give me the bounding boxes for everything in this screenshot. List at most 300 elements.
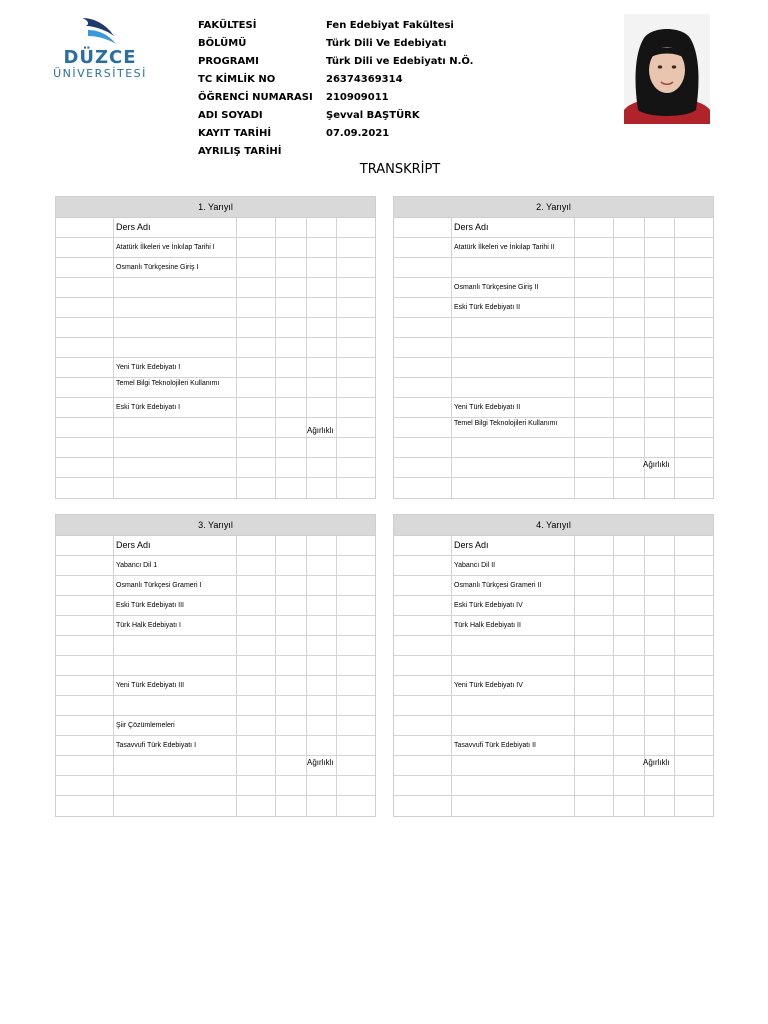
table-cell	[275, 756, 307, 775]
table-cell	[56, 418, 113, 437]
table-cell	[275, 378, 307, 397]
table-cell	[336, 676, 376, 695]
info-label: BÖLÜMÜ	[198, 38, 247, 49]
table-cell	[56, 616, 113, 635]
table-cell	[674, 398, 714, 417]
table-cell	[644, 418, 675, 437]
course-name: Osmanlı Türkçesi Grameri II	[454, 582, 542, 589]
table-cell	[574, 258, 614, 277]
table-cell	[394, 418, 451, 437]
table-cell	[306, 378, 337, 397]
table-cell	[394, 556, 451, 575]
table-cell	[451, 258, 575, 277]
university-logo	[50, 16, 150, 80]
table-row	[56, 278, 375, 298]
table-row	[56, 438, 375, 458]
course-name: Temel Bilgi Teknolojileri Kullanımı	[116, 380, 220, 387]
info-label: AYRILIŞ TARİHİ	[198, 146, 282, 157]
table-cell	[394, 576, 451, 595]
table-cell	[336, 556, 376, 575]
info-label: PROGRAMI	[198, 56, 259, 67]
table-cell	[644, 298, 675, 317]
semester-title: 3. Yarıyıl	[56, 515, 375, 536]
semester-title: 2. Yarıyıl	[394, 197, 713, 218]
table-cell	[644, 676, 675, 695]
table-cell	[674, 556, 714, 575]
table-cell	[644, 238, 675, 257]
table-cell	[451, 338, 575, 357]
table-cell	[574, 576, 614, 595]
table-cell	[56, 636, 113, 655]
table-row	[394, 556, 713, 576]
table-cell	[275, 478, 307, 498]
table-cell	[394, 358, 451, 377]
table-cell	[674, 716, 714, 735]
table-cell	[236, 278, 276, 297]
table-cell	[336, 298, 376, 317]
course-name: Atatürk İlkeleri ve İnkılap Tarihi I	[116, 244, 215, 251]
table-cell	[613, 616, 645, 635]
table-cell	[394, 636, 451, 655]
table-row	[394, 736, 713, 756]
table-row	[394, 676, 713, 696]
table-cell	[306, 238, 337, 257]
table-row	[394, 338, 713, 358]
table-cell	[394, 478, 451, 498]
table-cell	[236, 338, 276, 357]
course-name: Osmanlı Türkçesi Grameri I	[116, 582, 202, 589]
table-cell	[451, 756, 575, 775]
table-cell	[613, 258, 645, 277]
table-cell	[275, 676, 307, 695]
table-cell	[451, 438, 575, 457]
table-cell	[236, 298, 276, 317]
course-name: Eski Türk Edebiyatı II	[454, 304, 521, 311]
table-cell	[56, 676, 113, 695]
table-cell	[451, 378, 575, 397]
table-cell	[394, 776, 451, 795]
table-cell	[613, 676, 645, 695]
semester-grid	[394, 218, 713, 498]
table-cell	[56, 556, 113, 575]
table-cell	[674, 358, 714, 377]
column-header-course: Ders Adı	[454, 540, 489, 550]
semester-grid	[394, 536, 713, 816]
table-cell	[336, 278, 376, 297]
logo-text-line2: ÜNİVERSİTESİ	[53, 67, 147, 80]
table-cell	[613, 636, 645, 655]
semester-title: 4. Yarıyıl	[394, 515, 713, 536]
table-cell	[306, 358, 337, 377]
table-cell	[644, 318, 675, 337]
column-header-course: Ders Adı	[116, 540, 151, 550]
table-cell	[275, 338, 307, 357]
table-cell	[644, 556, 675, 575]
table-cell	[574, 278, 614, 297]
table-cell	[56, 736, 113, 755]
table-cell	[113, 418, 237, 437]
table-cell	[336, 438, 376, 457]
table-cell	[644, 478, 675, 498]
table-cell	[236, 796, 276, 816]
table-cell	[613, 576, 645, 595]
info-value: Türk Dili ve Edebiyatı N.Ö.	[326, 56, 474, 67]
table-cell	[644, 536, 675, 555]
table-cell	[394, 378, 451, 397]
table-cell	[275, 556, 307, 575]
info-label: ADI SOYADI	[198, 110, 263, 121]
info-label: FAKÜLTESİ	[198, 20, 257, 31]
weighted-label: Ağırlıklı	[643, 460, 670, 469]
table-row	[56, 716, 375, 736]
table-cell	[451, 796, 575, 816]
table-cell	[336, 576, 376, 595]
table-row	[394, 278, 713, 298]
table-cell	[674, 418, 714, 437]
table-row	[394, 716, 713, 736]
table-cell	[451, 696, 575, 715]
table-row	[394, 318, 713, 338]
table-cell	[275, 656, 307, 675]
table-row	[56, 378, 375, 398]
table-cell	[574, 438, 614, 457]
table-cell	[336, 398, 376, 417]
table-cell	[306, 258, 337, 277]
table-row	[56, 776, 375, 796]
table-cell	[394, 398, 451, 417]
table-cell	[275, 298, 307, 317]
table-cell	[275, 458, 307, 477]
table-cell	[306, 556, 337, 575]
table-cell	[275, 596, 307, 615]
table-cell	[236, 616, 276, 635]
table-row	[56, 576, 375, 596]
table-cell	[674, 318, 714, 337]
page-title: TRANSKRİPT	[359, 162, 441, 177]
table-row	[394, 358, 713, 378]
table-cell	[644, 338, 675, 357]
semester-title: 1. Yarıyıl	[56, 197, 375, 218]
table-cell	[394, 536, 451, 555]
table-cell	[674, 338, 714, 357]
table-row	[56, 596, 375, 616]
table-cell	[306, 318, 337, 337]
table-cell	[336, 596, 376, 615]
table-row	[56, 478, 375, 498]
table-cell	[275, 736, 307, 755]
table-cell	[236, 458, 276, 477]
course-name: Eski Türk Edebiyatı I	[116, 404, 181, 411]
table-row	[394, 616, 713, 636]
table-cell	[613, 378, 645, 397]
table-cell	[394, 338, 451, 357]
course-name: Temel Bilgi Teknolojileri Kullanımı	[454, 420, 558, 427]
table-cell	[394, 596, 451, 615]
table-cell	[306, 458, 337, 477]
table-cell	[574, 478, 614, 498]
table-row	[56, 616, 375, 636]
logo-text-line1: DÜZCE	[63, 47, 137, 68]
table-cell	[56, 258, 113, 277]
table-row	[56, 298, 375, 318]
table-cell	[613, 458, 645, 477]
table-cell	[613, 478, 645, 498]
table-cell	[236, 556, 276, 575]
table-cell	[674, 776, 714, 795]
table-cell	[275, 696, 307, 715]
table-cell	[336, 318, 376, 337]
weighted-label: Ağırlıklı	[307, 758, 334, 767]
info-value: 210909011	[326, 92, 389, 103]
table-row	[56, 556, 375, 576]
table-row	[394, 596, 713, 616]
table-cell	[306, 478, 337, 498]
table-cell	[613, 716, 645, 735]
table-cell	[644, 278, 675, 297]
table-cell	[674, 258, 714, 277]
course-name: Eski Türk Edebiyatı IV	[454, 602, 523, 609]
table-row	[56, 418, 375, 438]
table-cell	[336, 616, 376, 635]
table-cell	[613, 218, 645, 237]
table-cell	[394, 238, 451, 257]
table-cell	[336, 258, 376, 277]
table-cell	[613, 756, 645, 775]
table-cell	[451, 458, 575, 477]
table-cell	[574, 318, 614, 337]
table-cell	[56, 338, 113, 357]
table-cell	[56, 776, 113, 795]
table-cell	[394, 438, 451, 457]
table-cell	[451, 358, 575, 377]
table-cell	[236, 736, 276, 755]
course-name: Yeni Türk Edebiyatı III	[116, 682, 185, 689]
table-cell	[306, 716, 337, 735]
table-cell	[613, 776, 645, 795]
table-cell	[306, 438, 337, 457]
table-cell	[394, 218, 451, 237]
course-name: Eski Türk Edebiyatı III	[116, 602, 184, 609]
table-cell	[275, 576, 307, 595]
course-name: Tasavvufi Türk Edebiyatı II	[454, 742, 536, 749]
table-cell	[613, 298, 645, 317]
table-cell	[275, 536, 307, 555]
table-cell	[394, 278, 451, 297]
table-cell	[674, 636, 714, 655]
logo-emblem-icon	[80, 16, 120, 46]
table-row	[394, 796, 713, 816]
table-cell	[574, 418, 614, 437]
table-cell	[275, 258, 307, 277]
table-row	[56, 358, 375, 378]
semester-4-table	[393, 514, 714, 817]
table-cell	[394, 656, 451, 675]
table-cell	[56, 298, 113, 317]
table-cell	[275, 238, 307, 257]
table-row	[56, 796, 375, 816]
table-cell	[674, 576, 714, 595]
table-cell	[644, 258, 675, 277]
table-row	[56, 398, 375, 418]
table-cell	[613, 398, 645, 417]
table-cell	[236, 438, 276, 457]
table-cell	[275, 796, 307, 816]
table-cell	[275, 438, 307, 457]
table-row	[394, 218, 713, 238]
table-cell	[674, 656, 714, 675]
table-cell	[236, 418, 276, 437]
table-cell	[306, 776, 337, 795]
table-cell	[56, 398, 113, 417]
table-cell	[56, 438, 113, 457]
table-cell	[574, 776, 614, 795]
table-row	[56, 676, 375, 696]
table-row	[394, 378, 713, 398]
table-cell	[451, 636, 575, 655]
table-cell	[644, 576, 675, 595]
table-cell	[275, 358, 307, 377]
table-cell	[275, 776, 307, 795]
table-row	[394, 656, 713, 676]
table-cell	[56, 656, 113, 675]
table-cell	[336, 536, 376, 555]
table-cell	[674, 478, 714, 498]
table-cell	[451, 478, 575, 498]
table-row	[394, 756, 713, 776]
table-cell	[394, 736, 451, 755]
table-cell	[574, 796, 614, 816]
table-cell	[336, 716, 376, 735]
table-cell	[574, 736, 614, 755]
table-cell	[674, 596, 714, 615]
table-cell	[236, 596, 276, 615]
table-cell	[336, 238, 376, 257]
course-name: Türk Halk Edebiyatı II	[454, 622, 521, 629]
table-cell	[236, 478, 276, 498]
table-cell	[674, 616, 714, 635]
table-cell	[113, 696, 237, 715]
table-row	[56, 238, 375, 258]
table-cell	[56, 478, 113, 498]
table-cell	[275, 636, 307, 655]
table-cell	[574, 596, 614, 615]
weighted-label: Ağırlıklı	[307, 426, 334, 435]
table-cell	[306, 298, 337, 317]
table-cell	[306, 636, 337, 655]
table-cell	[394, 716, 451, 735]
table-cell	[275, 716, 307, 735]
table-cell	[56, 218, 113, 237]
table-cell	[394, 318, 451, 337]
table-row	[394, 258, 713, 278]
table-cell	[574, 358, 614, 377]
course-name: Yeni Türk Edebiyatı I	[116, 364, 181, 371]
table-cell	[644, 736, 675, 755]
table-cell	[236, 218, 276, 237]
table-row	[56, 458, 375, 478]
table-cell	[336, 358, 376, 377]
table-cell	[394, 616, 451, 635]
table-cell	[236, 656, 276, 675]
table-row	[394, 536, 713, 556]
table-cell	[394, 796, 451, 816]
semester-grid	[56, 536, 375, 816]
table-cell	[613, 556, 645, 575]
table-cell	[306, 338, 337, 357]
table-cell	[644, 218, 675, 237]
table-row	[394, 418, 713, 438]
table-cell	[275, 398, 307, 417]
info-label: KAYIT TARİHİ	[198, 128, 272, 139]
semester-grid	[56, 218, 375, 498]
table-cell	[674, 378, 714, 397]
table-cell	[394, 756, 451, 775]
course-name: Yeni Türk Edebiyatı II	[454, 404, 521, 411]
table-cell	[113, 656, 237, 675]
table-cell	[306, 398, 337, 417]
table-cell	[236, 696, 276, 715]
table-cell	[644, 696, 675, 715]
table-cell	[644, 378, 675, 397]
table-cell	[644, 398, 675, 417]
table-cell	[113, 318, 237, 337]
column-header-course: Ders Adı	[116, 222, 151, 232]
weighted-label: Ağırlıklı	[643, 758, 670, 767]
table-cell	[394, 258, 451, 277]
table-cell	[613, 536, 645, 555]
table-cell	[236, 756, 276, 775]
course-name: Osmanlı Türkçesine Giriş I	[116, 264, 199, 271]
table-cell	[574, 458, 614, 477]
info-label: ÖĞRENCİ NUMARASI	[198, 92, 313, 103]
table-cell	[336, 218, 376, 237]
table-cell	[336, 656, 376, 675]
table-cell	[613, 796, 645, 816]
table-cell	[613, 318, 645, 337]
table-cell	[613, 358, 645, 377]
table-cell	[236, 536, 276, 555]
table-cell	[674, 536, 714, 555]
table-cell	[336, 418, 376, 437]
semester-1-table	[55, 196, 376, 499]
course-name: Atatürk İlkeleri ve İnkılap Tarihi II	[454, 244, 555, 251]
table-cell	[613, 696, 645, 715]
table-cell	[56, 536, 113, 555]
table-cell	[394, 676, 451, 695]
table-cell	[644, 636, 675, 655]
table-cell	[236, 378, 276, 397]
table-cell	[236, 358, 276, 377]
table-cell	[336, 378, 376, 397]
table-cell	[674, 756, 714, 775]
table-cell	[336, 756, 376, 775]
table-cell	[56, 576, 113, 595]
table-cell	[674, 736, 714, 755]
table-cell	[56, 318, 113, 337]
table-row	[56, 756, 375, 776]
table-cell	[236, 398, 276, 417]
table-cell	[451, 716, 575, 735]
table-cell	[574, 616, 614, 635]
table-cell	[275, 418, 307, 437]
info-value: 26374369314	[326, 74, 403, 85]
table-row	[394, 576, 713, 596]
table-cell	[451, 318, 575, 337]
table-row	[394, 696, 713, 716]
table-row	[56, 636, 375, 656]
table-cell	[56, 756, 113, 775]
table-cell	[113, 776, 237, 795]
